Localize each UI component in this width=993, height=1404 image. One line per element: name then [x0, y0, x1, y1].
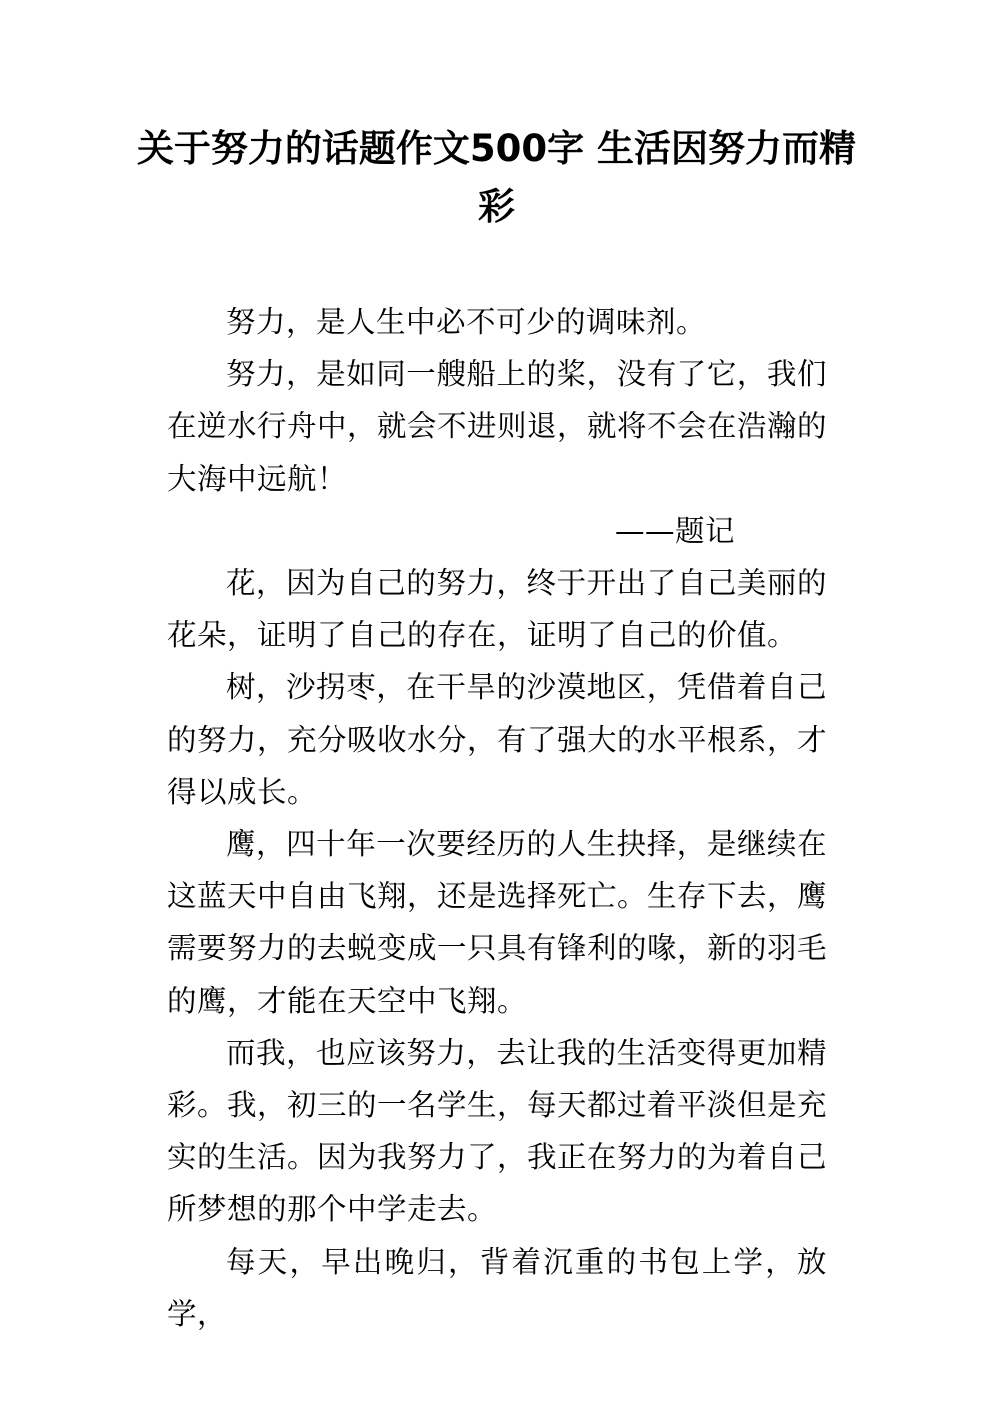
document-title: 关于努力的话题作文500字 生活因努力而精彩: [136, 127, 857, 228]
paragraph-5: 鹰，四十年一次要经历的人生抉择，是继续在这蓝天中自由飞翔，还是选择死亡。生存下去，鹰需要努力的去蜕变成一只具有锋利的喙，新的羽毛的鹰，才能在天空中飞翔。: [167, 827, 828, 1018]
document-body: [167, 296, 827, 1340]
paragraph-7: 每天，早出晚归，背着沉重的书包上学，放学，: [167, 1244, 827, 1331]
paragraph-2: 努力，是如同一艘船上的桨，没有了它，我们在逆水行舟中，就会不进则退，就将不会在浩瀚的大海中远航！: [167, 357, 828, 496]
epigraph-signature: ——题记: [614, 513, 735, 548]
paragraph-4: 树，沙拐枣，在干旱的沙漠地区，凭借着自己的努力，充分吸收水分，有了强大的水平根系，才得以成长。: [167, 670, 828, 809]
paragraph-3: 花，因为自己的努力，终于开出了自己美丽的花朵，证明了自己的存在，证明了自己的价值。: [167, 566, 827, 653]
paragraph-1: 努力，是人生中必不可少的调味剂。: [226, 305, 707, 339]
paragraph-6: 而我，也应该努力，去让我的生活变得更加精彩。我，初三的一名学生，每天都过着平淡但是充实的生活。因为我努力了，我正在努力的为着自己所梦想的那个中学走去。: [167, 1035, 828, 1227]
